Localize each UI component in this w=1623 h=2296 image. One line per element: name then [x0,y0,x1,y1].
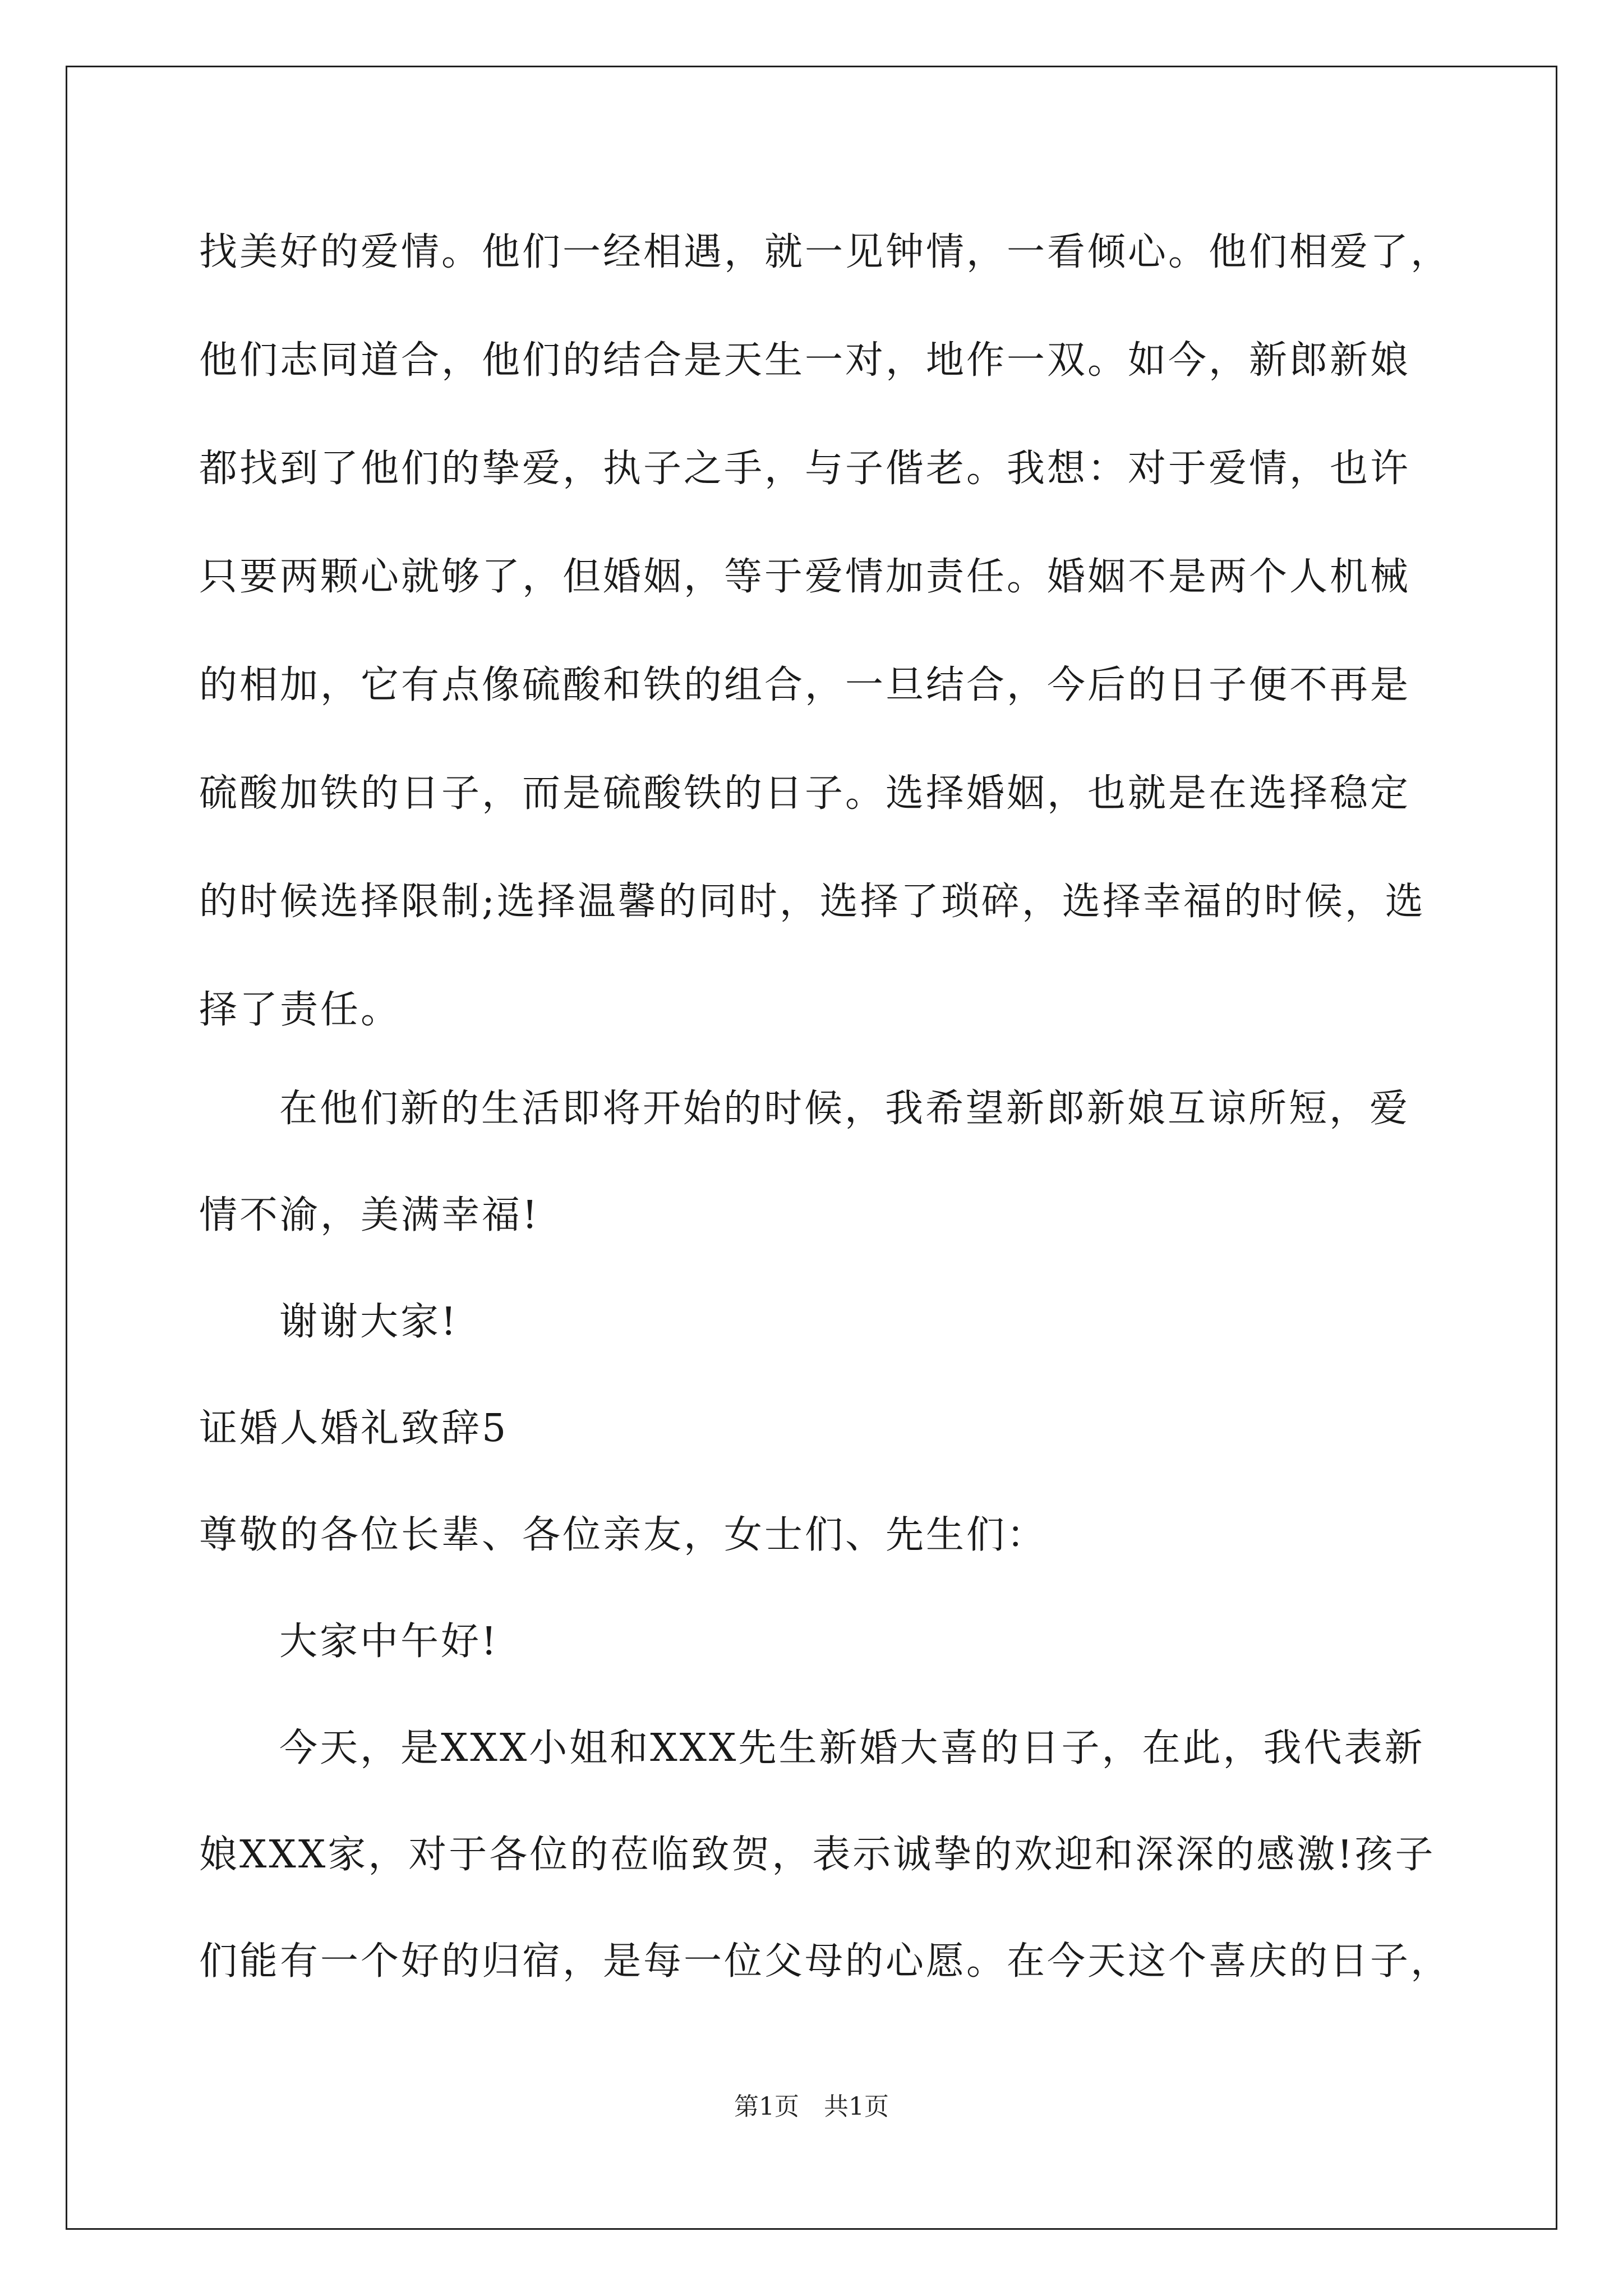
paragraph-line: 择了责任。 [199,988,402,1032]
paragraph-line: 娘XXX家，对于各位的莅临致贺，表示诚挚的欢迎和深深的感激!孩子 [199,1833,1436,1877]
paragraph-line: 的相加，它有点像硫酸和铁的组合，一旦结合，今后的日子便不再是 [199,663,1411,707]
paragraph-line: 的时候选择限制;选择温馨的同时，选择了琐碎，选择幸福的时候，选 [199,880,1426,924]
page-number: 第1页 共1页 [734,2092,889,2121]
paragraph-line: 今天，是XXX小姐和XXX先生新婚大喜的日子，在此，我代表新 [279,1726,1425,1770]
page-border [66,66,1557,2230]
paragraph-line: 都找到了他们的挚爱，执子之手，与子偕老。我想：对于爱情，也许 [199,447,1411,491]
paragraph-line: 硫酸加铁的日子，而是硫酸铁的日子。选择婚姻，也就是在选择稳定 [199,771,1411,816]
paragraph-line: 找美好的爱情。他们一经相遇，就一见钟情，一看倾心。他们相爱了， [199,230,1451,274]
paragraph-line: 大家中午好! [279,1619,499,1664]
section-heading: 证婚人婚礼致辞5 [199,1406,509,1451]
paragraph-line: 谢谢大家! [279,1300,459,1344]
paragraph-line: 们能有一个好的归宿，是每一位父母的心愿。在今天这个喜庆的日子， [199,1939,1451,1984]
salutation: 尊敬的各位长辈、各位亲友，女士们、先生们： [199,1513,1048,1557]
paragraph-line: 在他们新的生活即将开始的时候，我希望新郎新娘互谅所短，爱 [279,1087,1410,1131]
paragraph-line: 他们志同道合，他们的结合是天生一对，地作一双。如今，新郎新娘 [199,338,1411,383]
paragraph-line: 情不渝，美满幸福! [199,1193,540,1237]
paragraph-line: 只要两颗心就够了，但婚姻，等于爱情加责任。婚姻不是两个人机械 [199,555,1411,599]
